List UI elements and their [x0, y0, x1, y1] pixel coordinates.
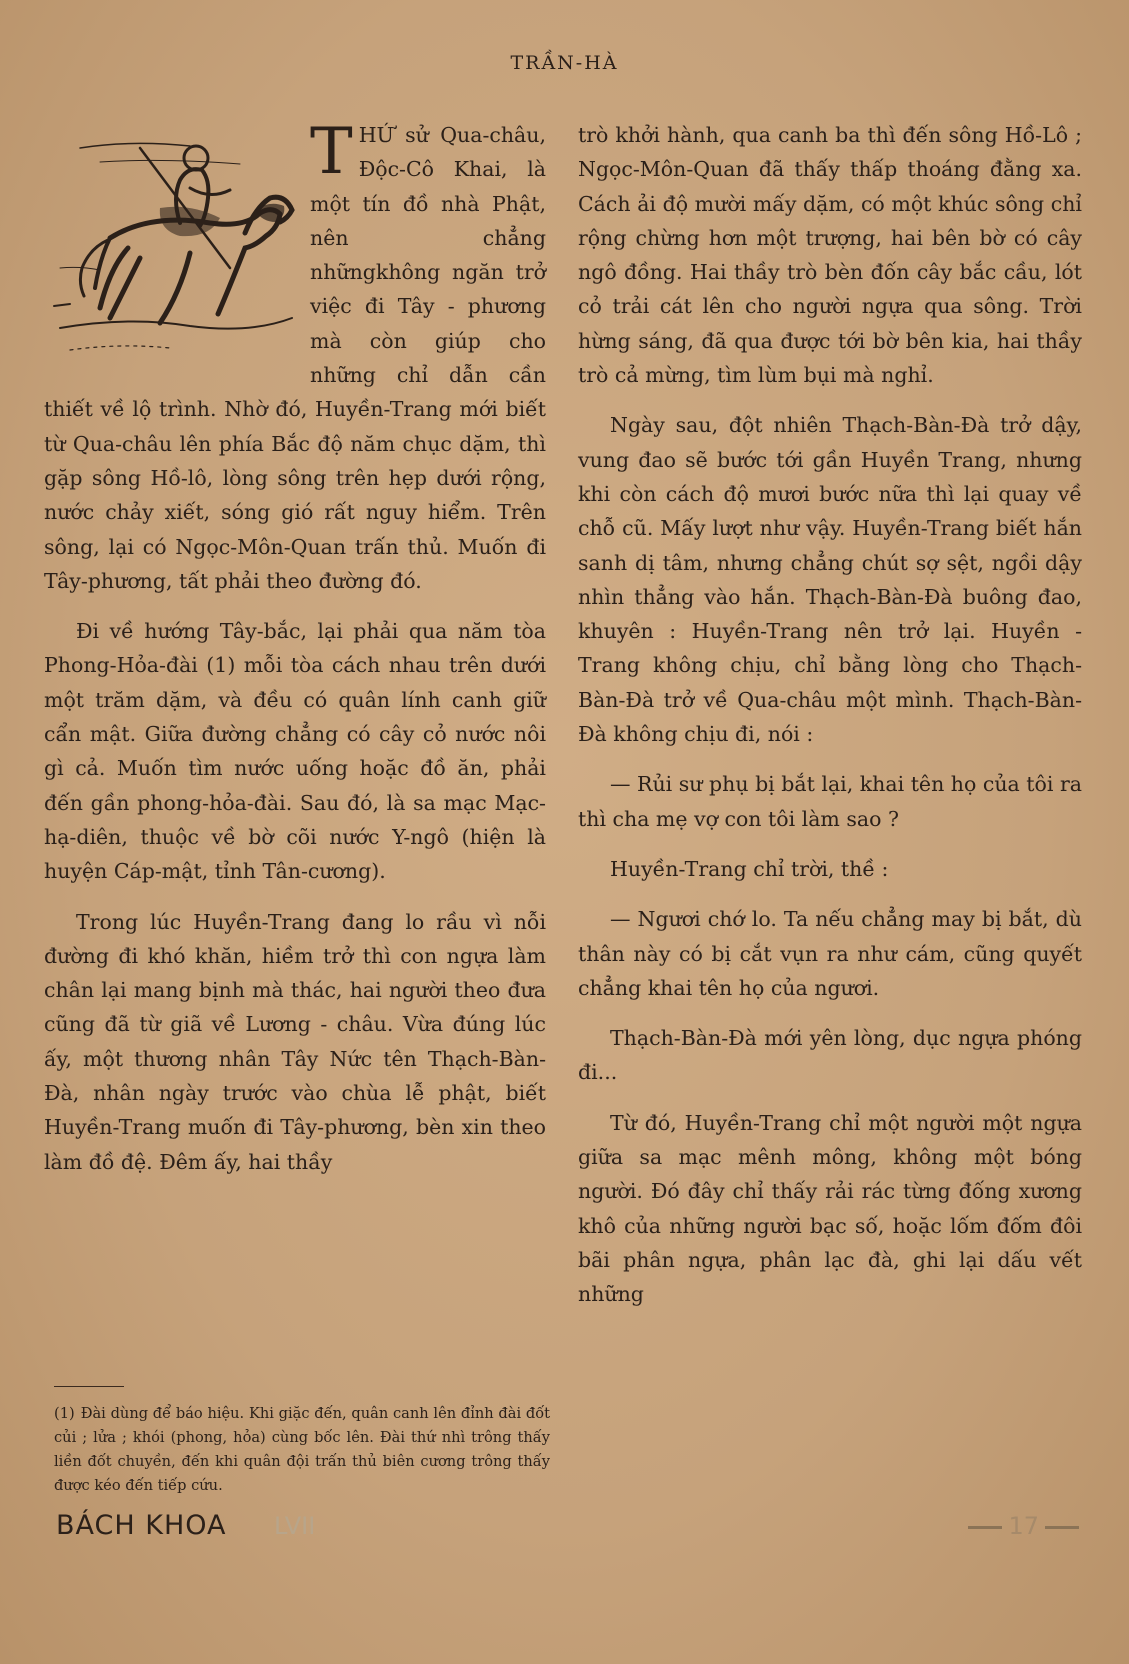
paragraph-10: Từ đó, Huyền-Trang chỉ một người một ngựa giữa sa mạc mênh mông, không một bóng người. Đó đây chỉ thấy rải rác từng đống xương khô của những người bạc số, hoặc lốm đốm đôi bãi phân ngựa, phân lạc đà, ghi lại dấu vết những [578, 1110, 1082, 1307]
footnote-text: Đài dùng để báo hiệu. Khi giặc đến, quân canh lên đỉnh đài đốt củi ; lửa ; khói (phong, hỏa) cùng bốc lên. Đài thứ nhì trông thấy liền đốt chuyền, đến khi quân đội trấn thủ biên cương trông thấy được kéo đến tiếp cứu. [54, 1405, 550, 1494]
left-column [44, 115, 546, 1195]
monk-on-horse-illustration [40, 118, 300, 376]
page-dash-left [968, 1526, 1002, 1529]
dropcap: T [310, 115, 353, 189]
paragraph-4: trò khởi hành, qua canh ba thì đến sông Hồ-Lô ; Ngọc-Môn-Quan đã thấy thấp thoáng đằng xa. Cách ải độ mười mấy dặm, có một khúc sông chỉ rộng chừng hơn một trượng, hai bên bờ có cây ngô đồng. Hai thầy trò bèn đốn cây bắc cầu, lót cỏ trải cát lên cho người ngựa qua sông. Trời hừng sáng, đã qua được tới bờ bên kia, hai thầy trò cả mừng, tìm lùm bụi mà nghỉ. [578, 123, 1082, 388]
paragraph-8: — Ngươi chớ lo. Ta nếu chẳng may bị bắt, dù thân này có bị cắt vụn ra như cám, cũng quyết chẳng khai tên họ của ngươi. [578, 907, 1082, 1000]
footnote-divider [54, 1386, 124, 1387]
running-head: TRẦN-HÀ [510, 52, 619, 74]
footnote-number: (1) [54, 1405, 75, 1422]
right-column [578, 118, 1082, 1328]
paragraph-1-text: HỨ sử Qua-châu, Độc-Cô Khai, là một tín đồ nhà Phật, nên chẳng nhữngkhông ngăn trở việc đi Tây - phương mà còn giúp cho những chỉ dẫn cần thiết về lộ trình. Nhờ đó, Huyền-Trang mới biết từ Qua-châu lên phía Bắc độ năm chục dặm, thì gặp sông Hồ-lô, lòng sông trên hẹp dưới rộng, nước chảy xiết, sóng gió rất nguy hiểm. Trên sông, lại có Ngọc-Môn-Quan trấn thủ. Muốn đi Tây-phương, tất phải theo đường đó. [44, 123, 546, 593]
paragraph-9: Thạch-Bàn-Đà mới yên lòng, dục ngựa phóng đi... [578, 1026, 1082, 1085]
paragraph-7: Huyền-Trang chỉ trời, thề : [610, 856, 889, 881]
paragraph-5: Ngày sau, đột nhiên Thạch-Bàn-Đà trở dậy, vung đao sẽ bước tới gần Huyền Trang, nhưng khi còn cách độ mươi bước nữa thì lại quay về chỗ cũ. Mấy lượt như vậy. Huyền-Trang biết hắn sanh dị tâm, nhưng chẳng chút sợ sệt, ngồi dậy nhìn thẳng vào hắn. Thạch-Bàn-Đà buông đao, khuyên : Huyền-Trang nên trở lại. Huyền - Trang không chịu, chỉ bằng lòng cho Thạch-Bàn-Đà trở về Qua-châu một mình. Thạch-Bàn-Đà không chịu đi, nói : [578, 413, 1082, 747]
page-dash-right [1045, 1526, 1079, 1529]
page-number: 17 [1008, 1512, 1039, 1540]
paragraph-6: — Rủi sư phụ bị bắt lại, khai tên họ của tôi ra thì cha mẹ vợ con tôi làm sao ? [578, 772, 1082, 831]
magazine-name: BÁCH KHOA [56, 1510, 227, 1541]
issue-number: LVII [274, 1512, 316, 1540]
page-number-block [962, 1512, 1085, 1540]
footnote [54, 1402, 550, 1498]
paragraph-2: Đi về hướng Tây-bắc, lại phải qua năm tòa Phong-Hỏa-đài (1) mỗi tòa cách nhau trên dưới một trăm dặm, và đều có quân lính canh giữ cẩn mật. Giữa đường chẳng có cây cỏ nước nôi gì cả. Muốn tìm nước uống hoặc đồ ăn, phải đến gần phong-hỏa-đài. Sau đó, là sa mạc Mạc-hạ-diên, thuộc về bờ cõi nước Y-ngô (hiện là huyện Cáp-mật, tỉnh Tân-cương). [44, 619, 546, 884]
paragraph-3: Trong lúc Huyền-Trang đang lo rầu vì nỗi đường đi khó khăn, hiềm trở thì con ngựa làm chân lại mang bịnh mà thác, hai người theo đưa cũng đã từ giã về Lương - châu. Vừa đúng lúc ấy, một thương nhân Tây Nức tên Thạch-Bàn-Đà, nhân ngày trước vào chùa lễ phật, biết Huyền-Trang muốn đi Tây-phương, bèn xin theo làm đồ đệ. Đêm ấy, hai thầy [44, 909, 546, 1174]
